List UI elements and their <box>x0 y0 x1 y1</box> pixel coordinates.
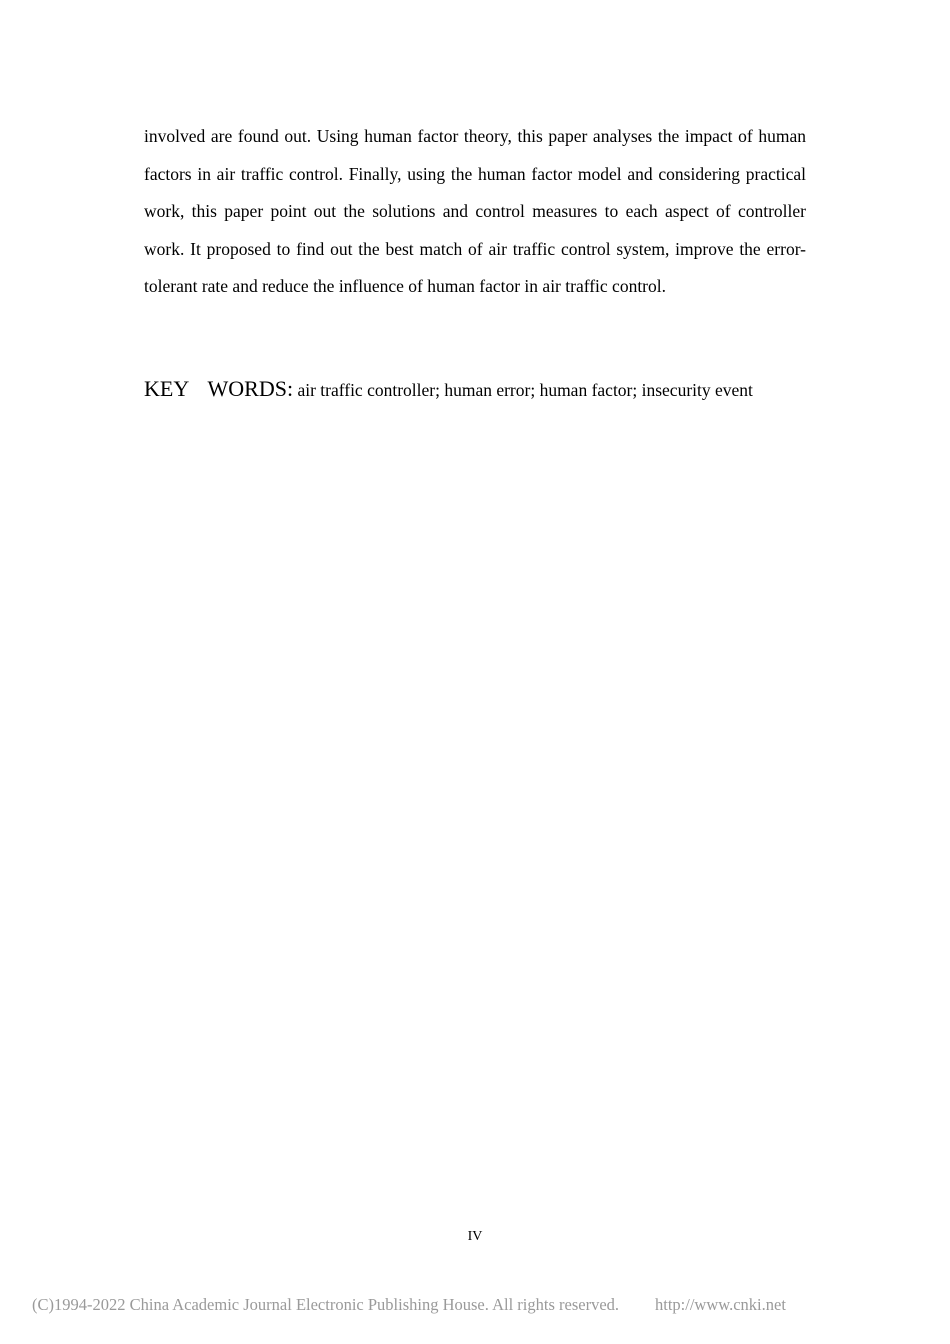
keywords-label: KEY WORDS: <box>144 376 294 401</box>
footer-url-link[interactable]: http://www.cnki.net <box>655 1295 786 1314</box>
keywords-line <box>144 372 844 409</box>
page-number: IV <box>467 1229 483 1244</box>
keywords-text: air traffic controller; human error; human factor; insecurity event <box>293 380 753 400</box>
footer-copyright: (C)1994-2022 China Academic Journal Electronic Publishing House. All rights reserved. <box>32 1295 620 1314</box>
abstract-paragraph: involved are found out. Using human factor theory, this paper analyses the impact of human factors in air traffic control. Finally, using the human factor model and considering practical work, this paper point out the solutions and control measures to each aspect of controller work. It proposed to find out the best match of air traffic control system, improve the error-tolerant rate and reduce the influence of human factor in air traffic control. <box>144 126 806 296</box>
